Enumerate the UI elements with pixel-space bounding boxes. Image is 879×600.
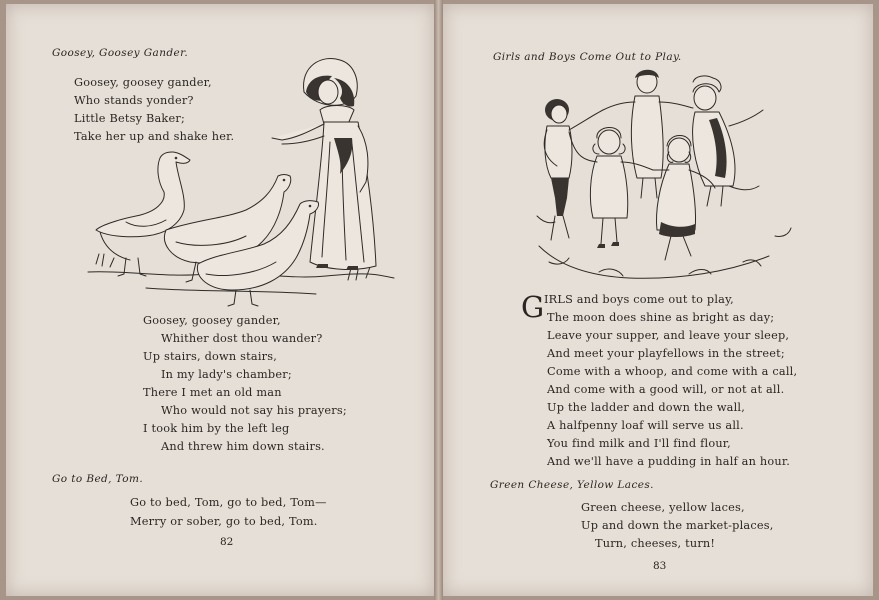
poem-line: And we'll have a pudding in half an hour. xyxy=(547,455,790,468)
page-number: 82 xyxy=(220,536,234,548)
goose-1 xyxy=(96,152,190,276)
poem-line: Who stands yonder? xyxy=(74,94,194,107)
poem-line: Who would not say his prayers; xyxy=(161,404,347,417)
right-page xyxy=(443,4,873,596)
poem-line: Whither dost thou wander? xyxy=(161,332,323,345)
page-number: 83 xyxy=(653,560,667,572)
poem-line: And come with a good will, or not at all. xyxy=(547,383,785,396)
poem-line: Take her up and shake her. xyxy=(74,130,235,143)
poem-line: Goosey, goosey gander, xyxy=(74,76,212,89)
poem-title-green-cheese: Green Cheese, Yellow Laces. xyxy=(490,479,654,491)
poem-line: Leave your supper, and leave your sleep, xyxy=(547,329,790,342)
poem-line: I took him by the left leg xyxy=(143,422,290,435)
poem-line: Up the ladder and down the wall, xyxy=(547,401,746,414)
poem-line: You find milk and I'll find flour, xyxy=(547,437,731,450)
poem-line: Little Betsy Baker; xyxy=(74,112,185,125)
poem-line: A halfpenny loaf will serve us all. xyxy=(547,419,744,432)
drop-cap-letter: G xyxy=(521,290,545,324)
poem-line: Merry or sober, go to bed, Tom. xyxy=(130,515,318,528)
poem-title-girls-and-boys: Girls and Boys Come Out to Play. xyxy=(493,51,682,63)
geese-and-girl-illustration xyxy=(86,52,396,307)
poem-line-first: IRLS and boys come out to play, xyxy=(544,293,734,306)
book-gutter xyxy=(434,0,443,600)
poem-title-goosey-gander: Goosey, Goosey Gander. xyxy=(52,47,189,59)
poem-title-go-to-bed-tom: Go to Bed, Tom. xyxy=(52,473,144,485)
poem-line: Turn, cheeses, turn! xyxy=(595,537,716,550)
poem-line: In my lady's chamber; xyxy=(161,368,292,381)
poem-line: And threw him down stairs. xyxy=(161,440,325,453)
poem-line: And meet your playfellows in the street; xyxy=(547,347,785,360)
poem-line: There I met an old man xyxy=(143,386,282,399)
children-dancing-illustration xyxy=(529,66,799,286)
poem-line: Go to bed, Tom, go to bed, Tom— xyxy=(130,496,327,509)
poem-line: Up stairs, down stairs, xyxy=(143,350,278,363)
poem-line: Green cheese, yellow laces, xyxy=(581,501,745,514)
left-page xyxy=(6,4,434,596)
poem-line: Up and down the market-places, xyxy=(581,519,774,532)
poem-line: The moon does shine as bright as day; xyxy=(547,311,775,324)
poem-line: Goosey, goosey gander, xyxy=(143,314,281,327)
child-right-top xyxy=(693,76,763,206)
poem-line: Come with a whoop, and come with a call, xyxy=(547,365,798,378)
